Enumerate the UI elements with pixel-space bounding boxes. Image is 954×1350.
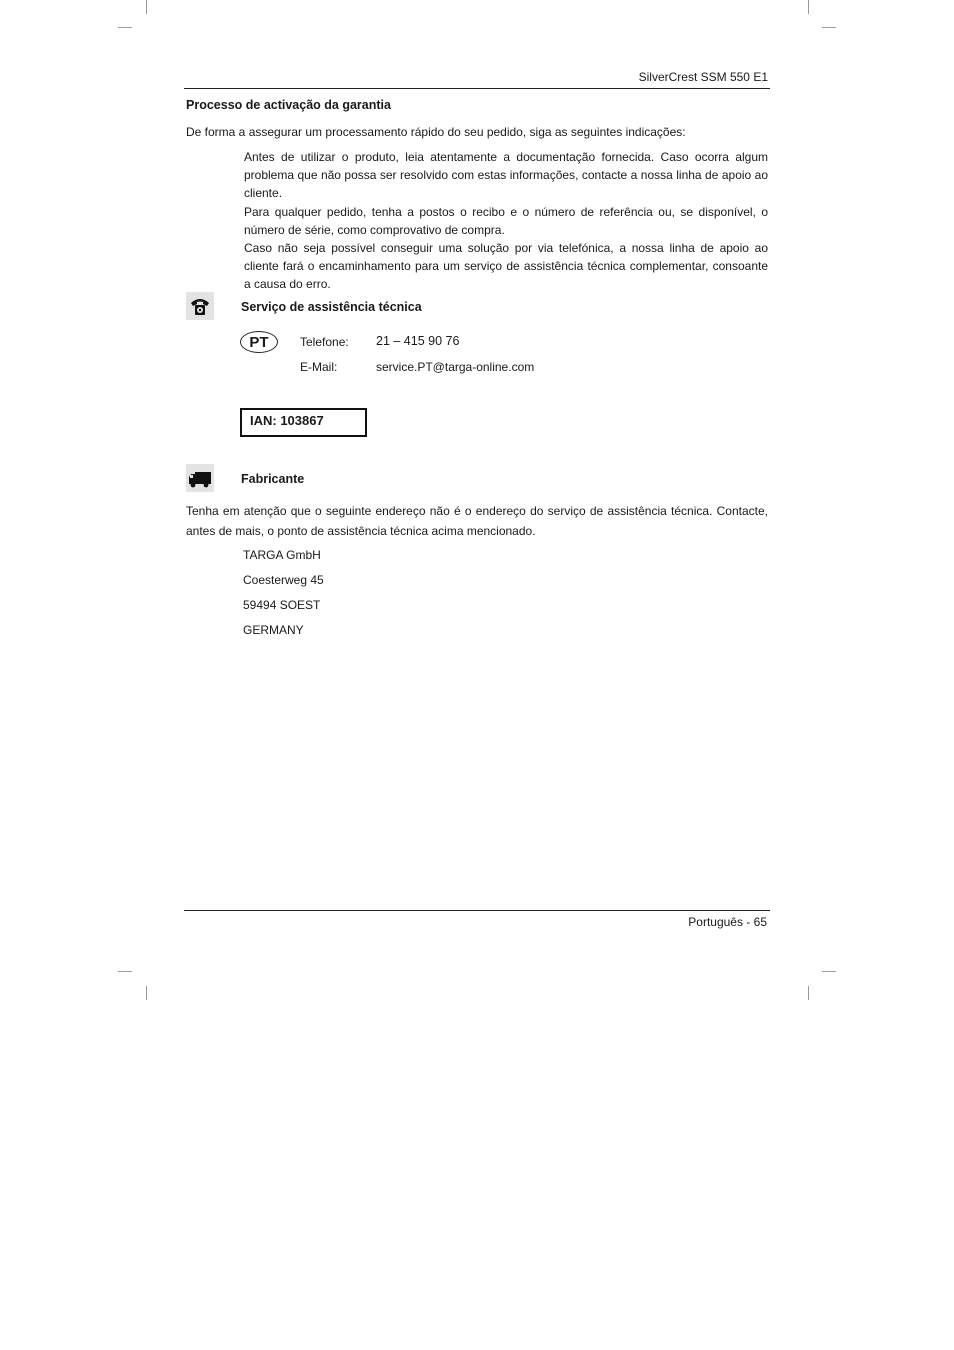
email-label: E-Mail: <box>300 360 338 374</box>
email-value: service.PT@targa-online.com <box>376 360 535 374</box>
warranty-paragraph: Caso não seja possível conseguir uma solução por via telefónica, a nossa linha de apoio ao cliente fará o encaminhamento para um serviço de assistência técnica complementar, consoante a causa do erro. <box>244 241 768 291</box>
header-product-name: SilverCrest SSM 550 E1 <box>638 70 768 84</box>
crop-mark <box>808 986 809 1000</box>
crop-mark <box>822 971 836 972</box>
warranty-paragraph: Antes de utilizar o produto, leia atentamente a documentação fornecida. Caso ocorra algum problema que não possa ser resolvido com estas informações, contacte a nossa linha de apoio ao cliente. <box>244 150 768 200</box>
crop-mark <box>118 27 132 28</box>
warranty-intro: De forma a assegurar um processamento rápido do seu pedido, siga as seguintes indicações: <box>186 125 686 139</box>
telephone-icon <box>186 292 214 320</box>
header-rule <box>184 88 770 89</box>
footer-rule <box>184 910 770 911</box>
ian-box <box>240 408 367 437</box>
service-heading: Serviço de assistência técnica <box>241 300 422 314</box>
page-number: Português - 65 <box>688 915 767 929</box>
crop-mark <box>822 27 836 28</box>
address-line: TARGA GmbH <box>243 548 321 562</box>
manufacturer-heading: Fabricante <box>241 472 305 486</box>
country-badge: PT <box>240 331 278 353</box>
ian-label: IAN: 103867 <box>250 413 324 428</box>
phone-value: 21 – 415 90 76 <box>376 334 460 348</box>
address-line: 59494 SOEST <box>243 598 321 612</box>
address-line: GERMANY <box>243 623 304 637</box>
crop-mark <box>146 986 147 1000</box>
phone-label: Telefone: <box>300 335 349 349</box>
address-line: Coesterweg 45 <box>243 573 324 587</box>
warranty-heading: Processo de activação da garantia <box>186 98 391 112</box>
crop-mark <box>118 971 132 972</box>
truck-icon <box>186 464 214 492</box>
warranty-paragraph: Para qualquer pedido, tenha a postos o recibo e o número de referência ou, se disponível, o número de série, como comprovativo de compra. <box>244 205 768 237</box>
manufacturer-note: Tenha em atenção que o seguinte endereço não é o endereço do serviço de assistência técnica. Contacte, antes de mais, o ponto de assistência técnica acima mencionado. <box>186 504 768 538</box>
crop-mark <box>146 0 147 14</box>
crop-mark <box>808 0 809 14</box>
